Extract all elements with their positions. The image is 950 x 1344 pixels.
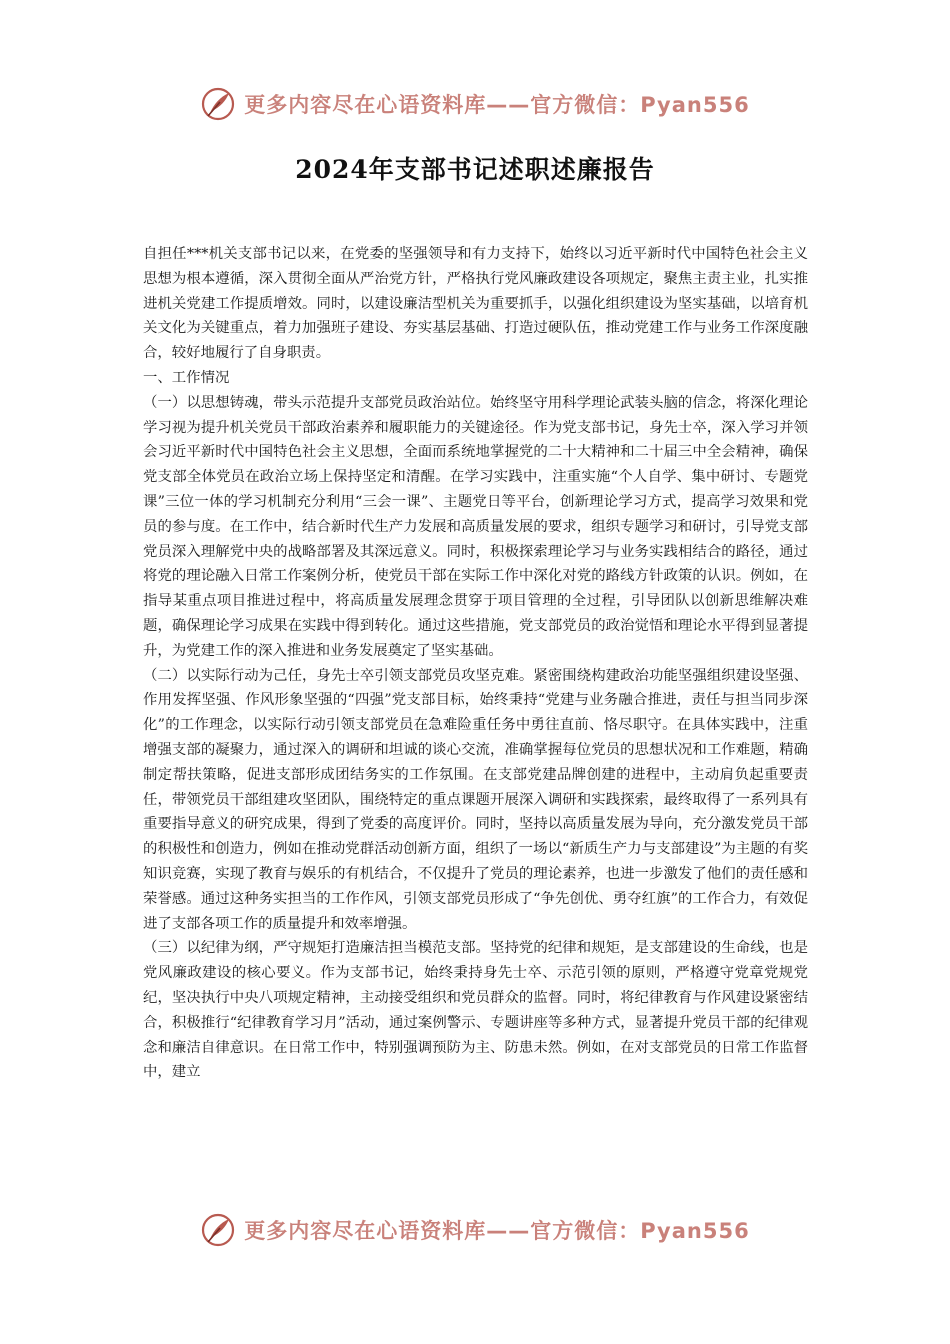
watermark-banner-top bbox=[0, 84, 950, 124]
watermark-banner-bottom bbox=[0, 1210, 950, 1250]
paragraph-item-1: （一）以思想铸魂，带头示范提升支部党员政治站位。始终坚守用科学理论武装头脑的信念，将深化理论学习视为提升机关党员干部政治素养和履职能力的关键途径。作为党支部书记，身先士卒，深入学习并领会习近平新时代中国特色社会主义思想，全面而系统地掌握党的二十大精神和二十届三中全会精神，确保党支部全体党员在政治立场上保持坚定和清醒。在学习实践中，注重实施“个人自学、集中研讨、专题党课”三位一体的学习机制充分利用“三会一课”、主题党日等平台，创新理论学习方式，提高学习效果和党员的参与度。在工作中，结合新时代生产力发展和高质量发展的要求，组织专题学习和研讨，引导党支部党员深入理解党中央的战略部署及其深远意义。同时，积极探索理论学习与业务实践相结合的路径，通过将党的理论融入日常工作案例分析，使党员干部在实际工作中深化对党的路线方针政策的认识。例如，在指导某重点项目推进过程中，将高质量发展理念贯穿于项目管理的全过程，引导团队以创新思维解决难题，确保理论学习成果在实践中得到转化。通过这些措施，党支部党员的政治觉悟和理论水平得到显著提升，为党建工作的深入推进和业务发展奠定了坚实基础。 bbox=[143, 394, 808, 659]
paragraph-item-2: （二）以实际行动为己任，身先士卒引领支部党员攻坚克难。紧密围绕构建政治功能坚强组织建设坚强、作用发挥坚强、作风形象坚强的“四强”党支部目标，始终秉持“党建与业务融合推进，责任与担当同步深化”的工作理念，以实际行动引领支部党员在急难险重任务中勇往直前、恪尽职守。在具体实践中，注重增强支部的凝聚力，通过深入的调研和坦诚的谈心交流，准确掌握每位党员的思想状况和工作难题，精确制定帮扶策略，促进支部形成团结务实的工作氛围。在支部党建品牌创建的进程中，主动肩负起重要责任，带领党员干部组建攻坚团队，围绕特定的重点课题开展深入调研和实践探索，最终取得了一系列具有重要指导意义的研究成果，得到了党委的高度评价。同时，坚持以高质量发展为导向，充分激发党员干部的积极性和创造力，例如在推动党群活动创新方面，组织了一场以“新质生产力与支部建设”为主题的有奖知识竞赛，实现了教育与娱乐的有机结合，不仅提升了党员的理论素养，也进一步激发了他们的责任感和荣誉感。通过这种务实担当的工作作风，引领支部党员形成了“争先创优、勇夺红旗”的工作合力，有效促进了支部各项工作的质量提升和效率增强。 bbox=[143, 667, 808, 932]
document-body bbox=[143, 242, 808, 1085]
paragraph-item-3: （三）以纪律为纲，严守规矩打造廉洁担当模范支部。坚持党的纪律和规矩，是支部建设的生命线，也是党风廉政建设的核心要义。作为支部书记，始终秉持身先士卒、示范引领的原则，严格遵守党章党规党纪，坚决执行中央八项规定精神，主动接受组织和党员群众的监督。同时，将纪律教育与作风建设紧密结合，积极推行“纪律教育学习月”活动，通过案例警示、专题讲座等多种方式，显著提升党员干部的纪律观念和廉洁自律意识。在日常工作中，特别强调预防为主、防患未然。例如，在对支部党员的日常工作监督中，建立 bbox=[143, 940, 808, 1081]
document-title: 2024年支部书记述职述廉报告 bbox=[295, 155, 655, 184]
quill-leaf-logo-icon bbox=[200, 86, 236, 122]
watermark-text: 更多内容尽在心语资料库——官方微信：Pyan556 bbox=[244, 93, 750, 117]
section-heading-work-status: 一、工作情况 bbox=[143, 369, 230, 386]
watermark-text: 更多内容尽在心语资料库——官方微信：Pyan556 bbox=[244, 1219, 750, 1243]
quill-leaf-logo-icon bbox=[200, 1212, 236, 1248]
intro-paragraph: 自担任***机关支部书记以来，在党委的坚强领导和有力支持下，始终以习近平新时代中国特色社会主义思想为根本遵循，深入贯彻全面从严治党方针，严格执行党风廉政建设各项规定，聚焦主责主业，扎实推进机关党建工作提质增效。同时，以建设廉洁型机关为重要抓手，以强化组织建设为坚实基础，以培育机关文化为关键重点，着力加强班子建设、夯实基层基础、打造过硬队伍，推动党建工作与业务工作深度融合，较好地履行了自身职责。 bbox=[143, 246, 808, 362]
